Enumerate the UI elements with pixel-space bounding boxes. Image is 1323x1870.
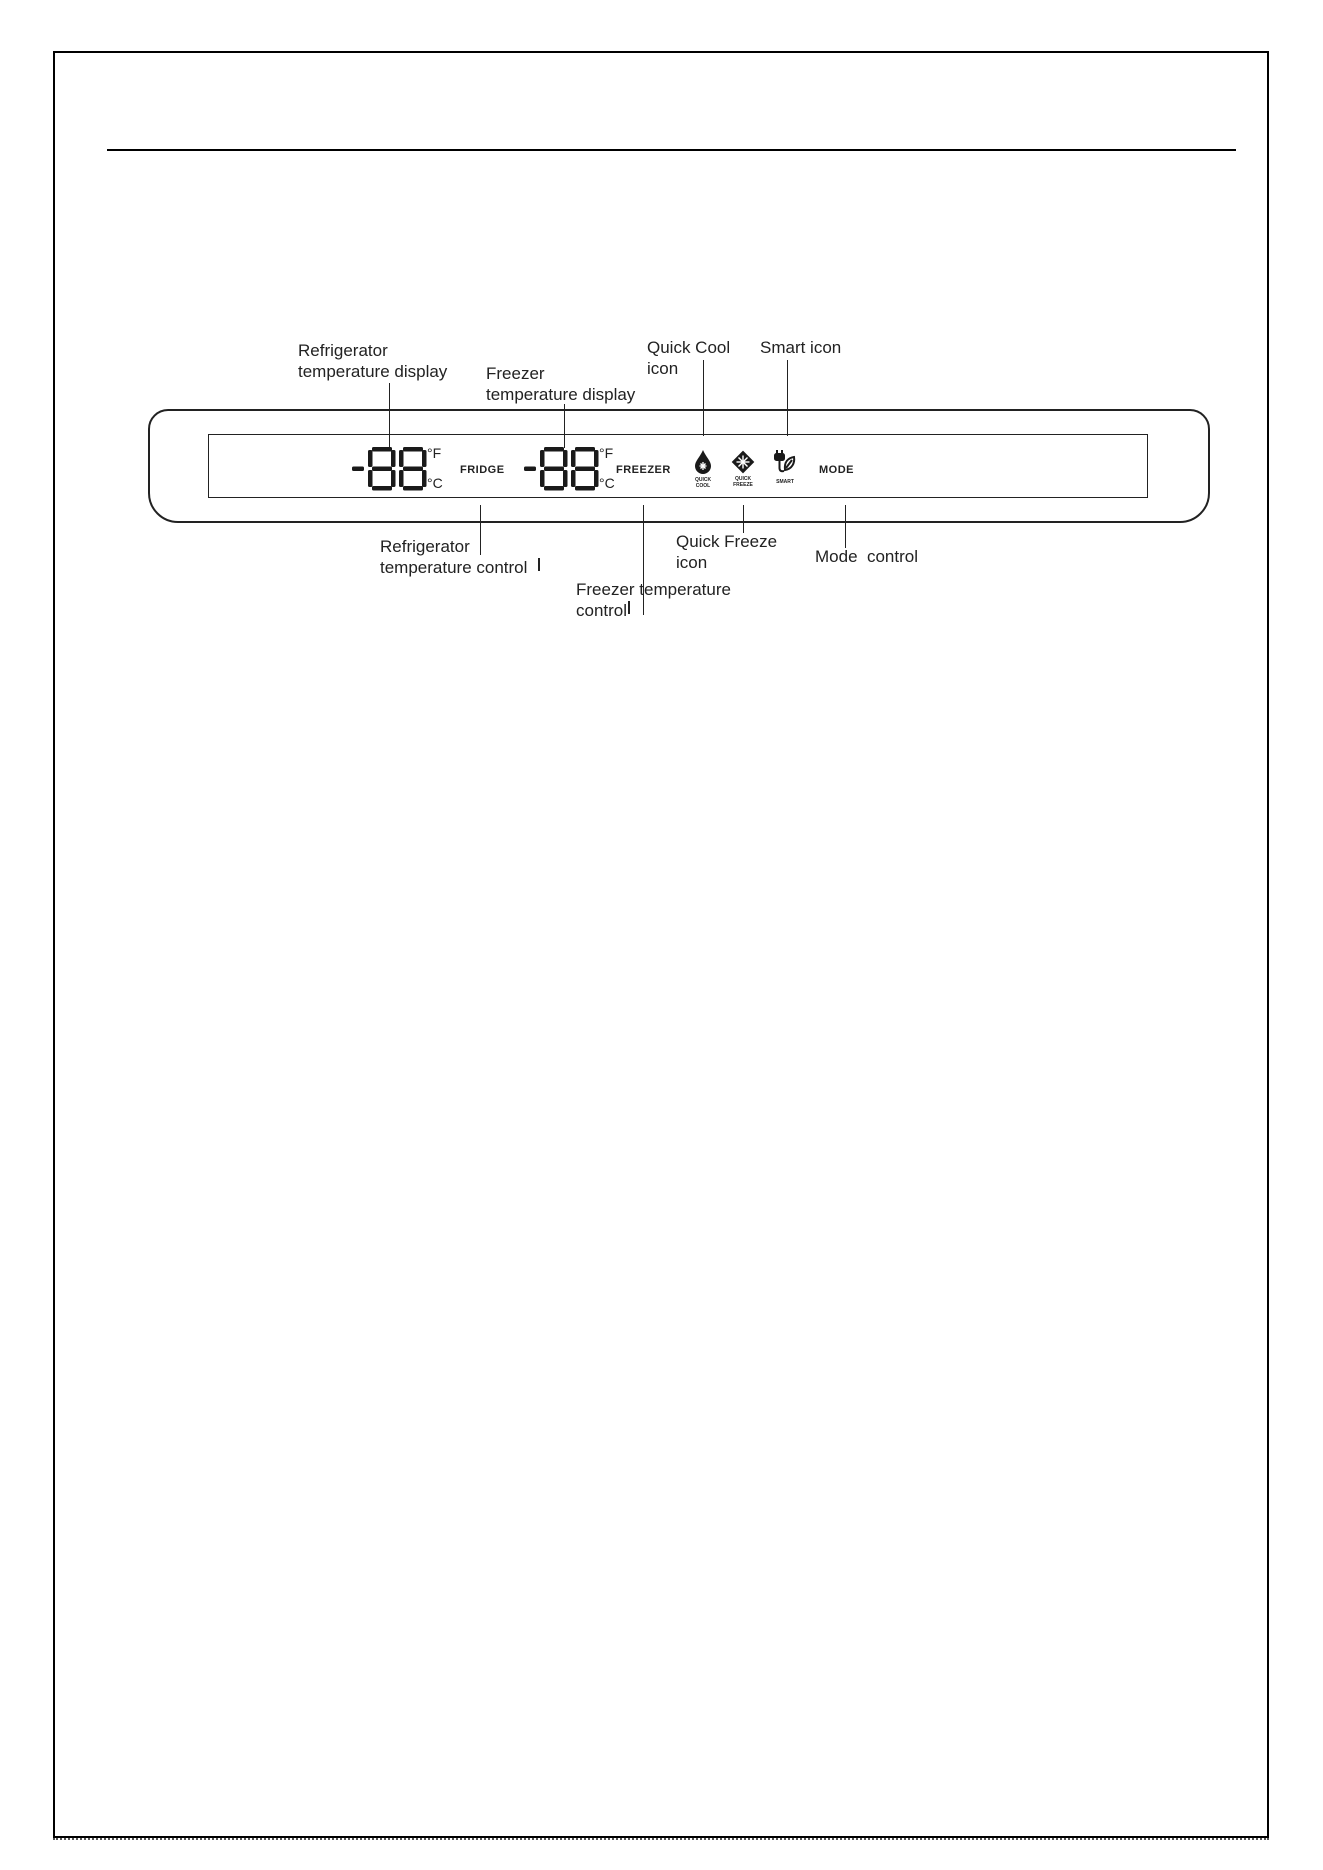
freezer-unit-f: °F	[599, 445, 614, 461]
freezer-temperature-display	[524, 446, 600, 492]
fridge-unit-f: °F	[427, 445, 442, 461]
callout-refrigerator-control: Refrigerator temperature control	[380, 537, 528, 577]
plug-leaf-icon[interactable]	[772, 448, 798, 474]
quick-freeze-label: QUICK FREEZE	[733, 476, 753, 488]
freezer-unit-c: °C	[599, 475, 615, 491]
water-drop-icon[interactable]	[692, 449, 714, 475]
callout-freezer-control: Freezer temperature control	[576, 580, 731, 620]
callout-quick-freeze-icon: Quick Freeze icon	[676, 532, 778, 572]
mode-button[interactable]: MODE	[819, 464, 854, 476]
smart-label: SMART	[776, 479, 794, 485]
fridge-temperature-display	[352, 446, 428, 492]
fridge-unit-c: °C	[427, 475, 443, 491]
callout-smart-icon: Smart icon	[760, 338, 842, 357]
header-rule	[107, 149, 1236, 151]
fridge-button[interactable]: FRIDGE	[460, 464, 505, 476]
quick-cool-label: QUICK COOL	[694, 477, 712, 489]
freezer-digits-text: -88	[524, 446, 526, 447]
fridge-digits-text: -88	[352, 446, 354, 447]
refrigerator-control-tick	[538, 558, 540, 571]
callout-quick-cool-icon: Quick Cool icon	[647, 338, 731, 378]
freezer-control-tick	[628, 601, 630, 614]
freezer-button[interactable]: FREEZER	[616, 464, 671, 476]
display-window	[208, 434, 1148, 498]
callout-mode-control: Mode control	[815, 547, 918, 566]
page-frame	[53, 51, 1269, 1838]
callout-refrigerator-display: Refrigerator temperature display	[298, 341, 448, 381]
callout-freezer-display: Freezer temperature display	[486, 364, 636, 404]
page-bottom-edge	[53, 1838, 1269, 1840]
snowflake-icon[interactable]	[731, 450, 755, 474]
